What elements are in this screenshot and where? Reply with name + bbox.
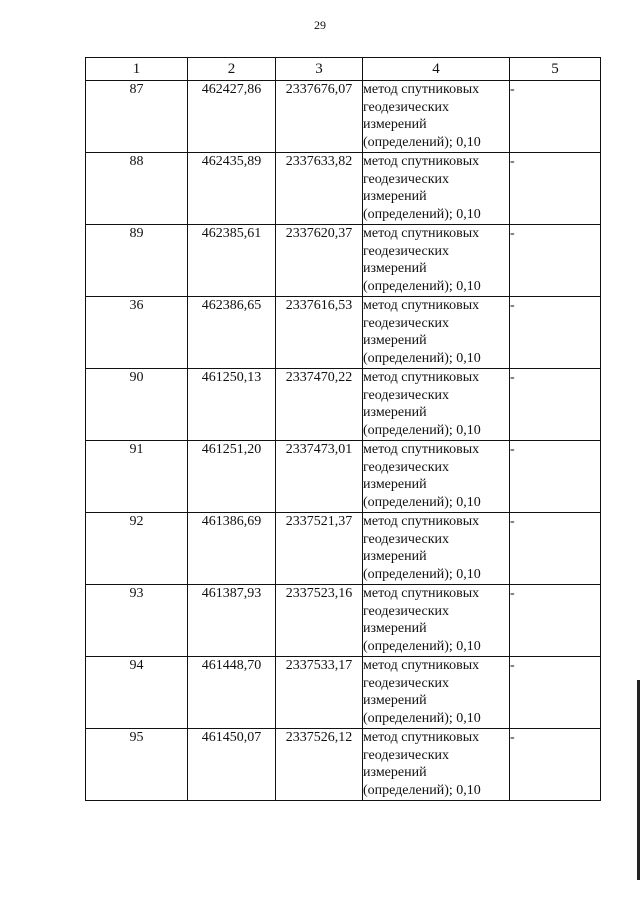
method-line: (определений); 0,10: [363, 494, 481, 510]
method-cell: [363, 369, 510, 441]
method-line: метод спутниковых: [363, 82, 480, 97]
method-line: геодезических: [363, 243, 450, 259]
x-coordinate-cell: 462435,89: [188, 153, 276, 225]
x-coordinate-cell: 461450,07: [188, 729, 276, 801]
method-line: метод спутниковых: [363, 730, 480, 745]
column-header: 1: [86, 58, 188, 81]
method-line: геодезических: [363, 171, 450, 187]
method-line: (определений); 0,10: [363, 134, 481, 150]
y-coordinate-cell: 2337526,12: [276, 729, 363, 801]
y-coordinate-cell: 2337676,07: [276, 81, 363, 153]
method-cell: [363, 729, 510, 801]
method-line: метод спутниковых: [363, 514, 480, 529]
point-number-cell: 90: [86, 369, 188, 441]
note-cell: -: [510, 657, 601, 729]
table-row: [86, 81, 601, 153]
x-coordinate-cell: 461386,69: [188, 513, 276, 585]
note-cell: -: [510, 513, 601, 585]
y-coordinate-cell: 2337521,37: [276, 513, 363, 585]
method-line: измерений: [363, 117, 427, 133]
method-line: геодезических: [363, 675, 450, 691]
table-row: [86, 441, 601, 513]
method-line: метод спутниковых: [363, 442, 480, 457]
method-line: измерений: [363, 621, 427, 637]
table-row: [86, 153, 601, 225]
method-cell: [363, 657, 510, 729]
coordinates-table: [85, 57, 601, 801]
method-line: (определений); 0,10: [363, 566, 481, 582]
x-coordinate-cell: 461448,70: [188, 657, 276, 729]
x-coordinate-cell: 461250,13: [188, 369, 276, 441]
method-line: (определений); 0,10: [363, 782, 481, 798]
x-coordinate-cell: 462385,61: [188, 225, 276, 297]
y-coordinate-cell: 2337616,53: [276, 297, 363, 369]
x-coordinate-cell: 462386,65: [188, 297, 276, 369]
method-line: (определений); 0,10: [363, 422, 481, 438]
method-line: метод спутниковых: [363, 586, 480, 601]
note-cell: -: [510, 729, 601, 801]
method-cell: [363, 81, 510, 153]
column-header: 4: [363, 58, 510, 81]
column-header: 5: [510, 58, 601, 81]
note-cell: -: [510, 297, 601, 369]
x-coordinate-cell: 461387,93: [188, 585, 276, 657]
method-line: метод спутниковых: [363, 154, 480, 169]
method-line: геодезических: [363, 387, 450, 403]
note-cell: -: [510, 369, 601, 441]
point-number-cell: 93: [86, 585, 188, 657]
table-row: [86, 297, 601, 369]
method-line: (определений); 0,10: [363, 710, 481, 726]
method-line: (определений); 0,10: [363, 206, 481, 222]
table-body: [86, 81, 601, 801]
method-cell: [363, 513, 510, 585]
point-number-cell: 91: [86, 441, 188, 513]
column-header: 3: [276, 58, 363, 81]
table-row: [86, 225, 601, 297]
method-line: (определений); 0,10: [363, 278, 481, 294]
y-coordinate-cell: 2337620,37: [276, 225, 363, 297]
table-row: [86, 585, 601, 657]
note-cell: -: [510, 225, 601, 297]
table-header-row: [86, 58, 601, 81]
method-line: геодезических: [363, 99, 450, 115]
method-line: (определений); 0,10: [363, 638, 481, 654]
method-line: измерений: [363, 693, 427, 709]
method-cell: [363, 153, 510, 225]
table-row: [86, 369, 601, 441]
y-coordinate-cell: 2337633,82: [276, 153, 363, 225]
point-number-cell: 95: [86, 729, 188, 801]
table-row: [86, 513, 601, 585]
y-coordinate-cell: 2337473,01: [276, 441, 363, 513]
method-line: измерений: [363, 765, 427, 781]
method-line: измерений: [363, 261, 427, 277]
method-cell: [363, 441, 510, 513]
method-line: метод спутниковых: [363, 658, 480, 673]
method-line: геодезических: [363, 603, 450, 619]
method-line: геодезических: [363, 315, 450, 331]
point-number-cell: 92: [86, 513, 188, 585]
method-cell: [363, 585, 510, 657]
note-cell: -: [510, 81, 601, 153]
method-line: измерений: [363, 477, 427, 493]
method-line: метод спутниковых: [363, 298, 480, 313]
point-number-cell: 89: [86, 225, 188, 297]
x-coordinate-cell: 461251,20: [188, 441, 276, 513]
y-coordinate-cell: 2337470,22: [276, 369, 363, 441]
method-line: геодезических: [363, 531, 450, 547]
x-coordinate-cell: 462427,86: [188, 81, 276, 153]
method-line: измерений: [363, 333, 427, 349]
note-cell: -: [510, 153, 601, 225]
page-number: 29: [314, 18, 326, 32]
y-coordinate-cell: 2337533,17: [276, 657, 363, 729]
method-line: измерений: [363, 405, 427, 421]
point-number-cell: 36: [86, 297, 188, 369]
method-line: метод спутниковых: [363, 226, 480, 241]
method-line: метод спутниковых: [363, 370, 480, 385]
note-cell: -: [510, 441, 601, 513]
point-number-cell: 87: [86, 81, 188, 153]
point-number-cell: 88: [86, 153, 188, 225]
point-number-cell: 94: [86, 657, 188, 729]
y-coordinate-cell: 2337523,16: [276, 585, 363, 657]
method-line: (определений); 0,10: [363, 350, 481, 366]
method-line: геодезических: [363, 747, 450, 763]
method-cell: [363, 297, 510, 369]
method-cell: [363, 225, 510, 297]
table-row: [86, 729, 601, 801]
table-row: [86, 657, 601, 729]
column-header: 2: [188, 58, 276, 81]
method-line: геодезических: [363, 459, 450, 475]
note-cell: -: [510, 585, 601, 657]
method-line: измерений: [363, 189, 427, 205]
method-line: измерений: [363, 549, 427, 565]
